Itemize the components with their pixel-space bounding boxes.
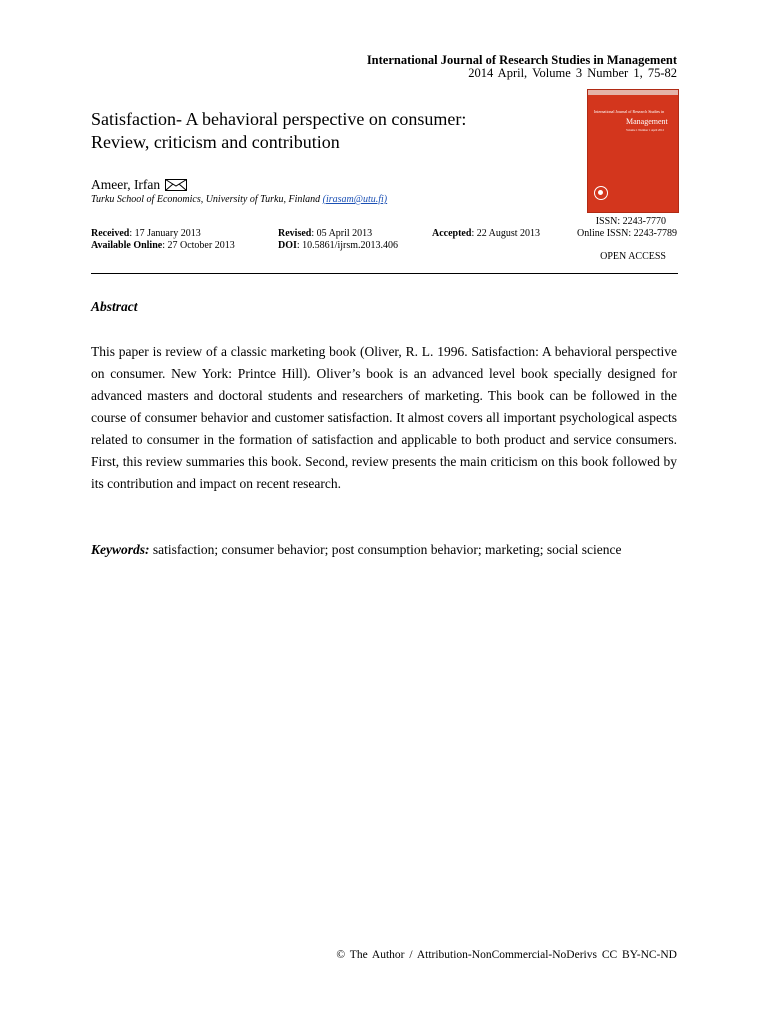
cover-top-band (588, 90, 678, 95)
accepted-label: Accepted (432, 228, 472, 239)
journal-name: International Journal of Research Studies in Management (366, 53, 677, 67)
online-value: : 27 October 2013 (162, 240, 235, 251)
print-issn: ISSN: 2243-7770 (595, 216, 666, 227)
online-issn: Online ISSN: 2243-7789 (577, 228, 677, 239)
keywords (91, 539, 677, 561)
cover-small-title: International Journal of Research Studies in (594, 109, 665, 114)
open-access-label: OPEN ACCESS (600, 251, 666, 262)
revised-label: Revised (278, 228, 312, 239)
online-date (91, 240, 235, 251)
journal-issue: 2014 April, Volume 3 Number 1, 75-82 (468, 66, 677, 80)
keywords-label: Keywords: (91, 542, 150, 557)
keywords-text: satisfaction; consumer behavior; post consumption behavior; marketing; social science (149, 542, 622, 557)
journal-cover-image (588, 90, 678, 212)
doi (278, 240, 398, 251)
license-footer: © The Author / Attribution-NonCommercial-NoDerivs CC BY-NC-ND (336, 949, 677, 961)
cover-seal-icon (594, 186, 608, 200)
cover-subtitle: Volume 1 Number 1 April 2012 (626, 128, 665, 132)
affiliation (91, 194, 387, 205)
online-label: Available Online (91, 240, 163, 251)
paper-title (91, 108, 561, 154)
received-value: : 17 January 2013 (129, 228, 201, 239)
received-label: Received (91, 228, 130, 239)
author-name: Ameer, Irfan (91, 177, 161, 192)
abstract-body: This paper is review of a classic marketing book (Oliver, R. L. 1996. Satisfaction: A behavioral perspective on consumer. New York: Printce Hill). Oliver’s book is an advanced level book specially designed for advanced masters and doctoral students and researchers of marketing. This book can be followed in the course of consumer behavior and customer satisfaction. It almost covers all important psychological aspects related to consumer in the formation of satisfaction and applicable to both product and service consumers. First, this review summaries this book. Second, review presents the main criticism on this book followed by its contribution and impact on recent research. (91, 344, 677, 491)
accepted-value: : 22 August 2013 (471, 228, 541, 239)
accepted-date (432, 228, 540, 239)
author-email-link[interactable]: (irasam@utu.fi) (322, 194, 388, 205)
doi-label: DOI (278, 240, 297, 251)
cover-big-title: Management (626, 117, 668, 126)
title-line: Review, criticism and contribution (91, 132, 340, 152)
revised-date (278, 228, 372, 239)
title-line: Satisfaction- A behavioral perspective on consumer: (91, 109, 467, 129)
header-divider (91, 273, 678, 274)
received-date (91, 228, 201, 239)
envelope-icon[interactable] (165, 179, 187, 191)
revised-value: : 05 April 2013 (311, 228, 373, 239)
doi-value: : 10.5861/ijrsm.2013.406 (296, 240, 399, 251)
abstract-heading: Abstract (91, 299, 138, 314)
affiliation-text: Turku School of Economics, University of Turku, Finland (91, 194, 321, 205)
author-line (91, 177, 187, 193)
